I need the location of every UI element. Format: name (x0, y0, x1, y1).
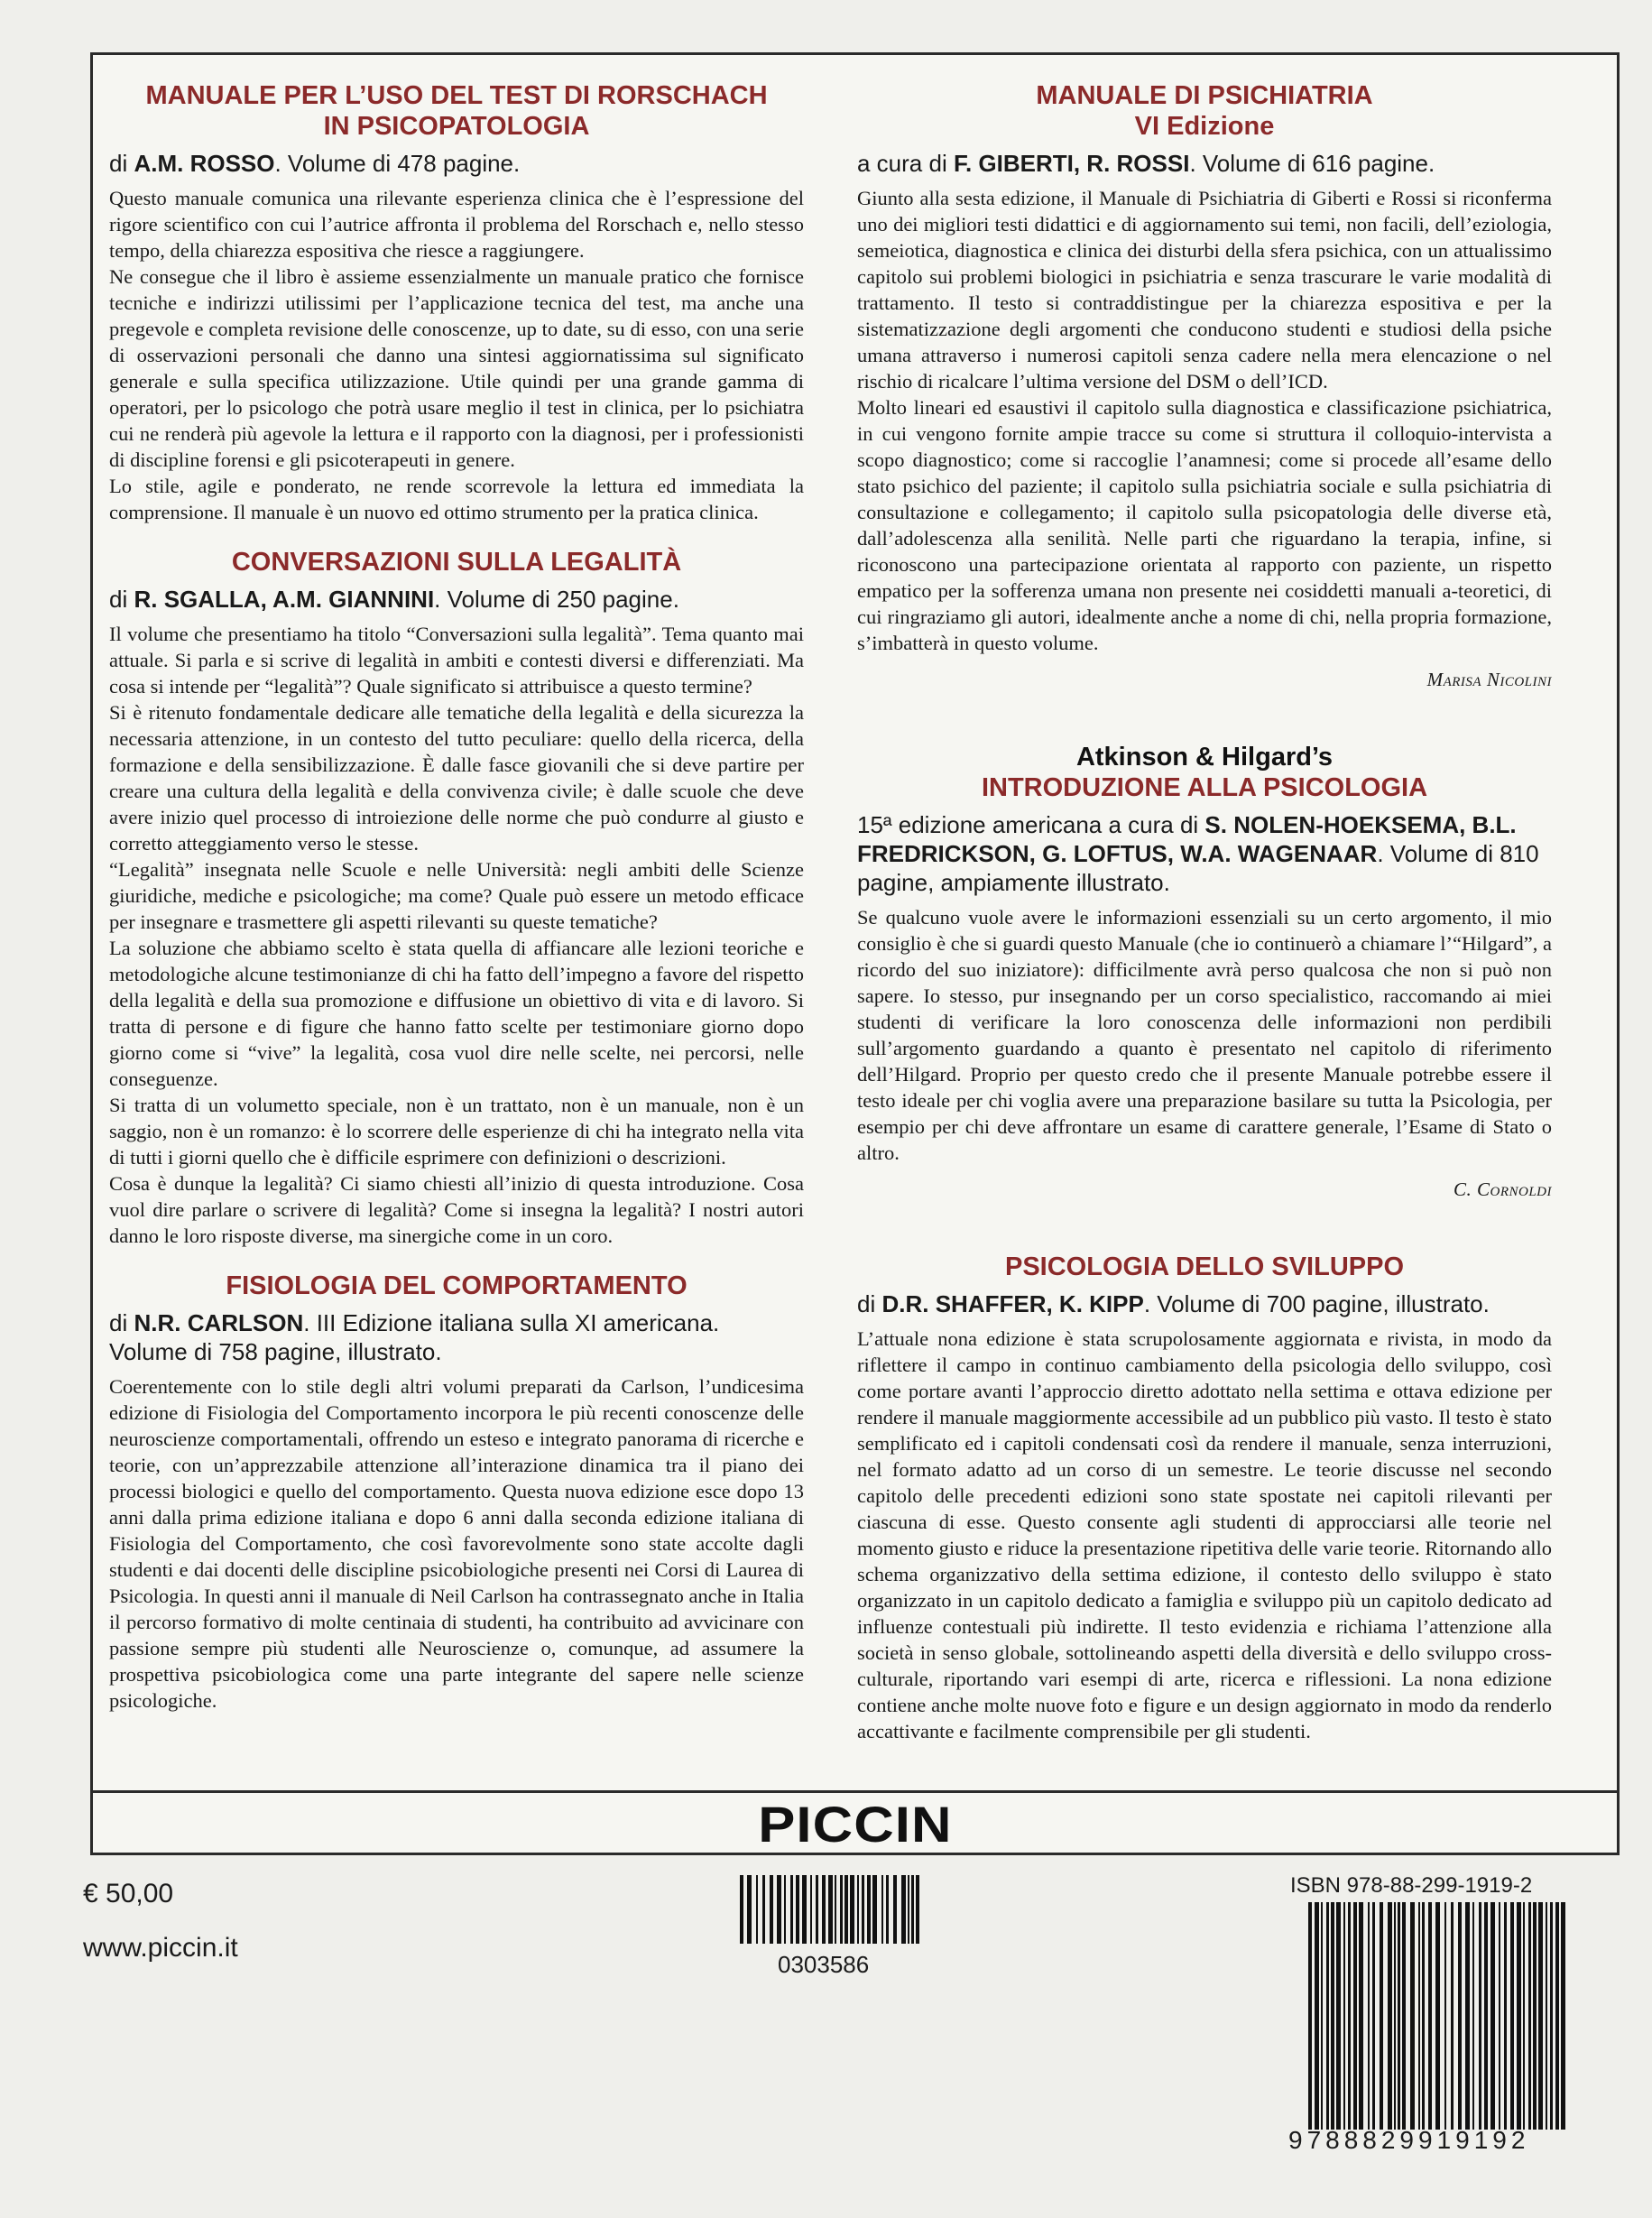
book-title (857, 80, 1552, 142)
book-listing (109, 1271, 804, 1714)
barcode-bar (1533, 1902, 1537, 2130)
book-credit-text: . Volume di 478 pagine. (274, 150, 521, 177)
book-listing (857, 1252, 1552, 1744)
right-column (857, 80, 1552, 1766)
book-credit (857, 149, 1552, 178)
internal-barcode (740, 1875, 920, 1944)
book-credit-text: di (109, 586, 134, 613)
barcode-bar (1546, 1902, 1547, 2130)
barcode-bar (1444, 1902, 1446, 2130)
book-description (109, 1373, 804, 1714)
book-title (857, 742, 1552, 803)
barcode-bar (893, 1875, 897, 1944)
barcode-bar (1517, 1902, 1521, 2130)
book-title-line: CONVERSAZIONI SULLA LEGALITÀ (231, 548, 682, 577)
barcode-bar (1422, 1902, 1425, 2130)
price: € 50,00 (83, 1879, 174, 1908)
description-paragraph: Molto lineari ed esaustivi il capitolo sulla diagnostica e classificazione psichiatrica, in cui vengono fornite ampie tracce su come si struttura il colloquio-intervista a scopo diagnostico; come si raccoglie l’anamnesi; come si procede all’esame dello stato psichico del paziente; il capitolo sulla psichiatria sociale e sulla psichiatria di consultazione e collegamento; il capitolo sulla psicopatologia delle diverse età, dall’adolescenza alla senilità. Nelle parti che riguardano la terapia, infine, si riconoscono una partecipazione orientata al rapporto con paziente, un rispetto empatico per la sofferenza umana non presente nei cosiddetti manuali a-teoretici, di cui ringraziamo gli autori, idealmente anche a nome di chi, nella propria formazione, s’imbatterà in questo volume. (857, 396, 1552, 654)
barcode-bar (1484, 1902, 1488, 2130)
barcode-bar (850, 1875, 854, 1944)
isbn-label: ISBN 978-88-299-1919-2 (1290, 1873, 1533, 1898)
barcode-bar (1561, 1902, 1565, 2130)
book-listing (857, 80, 1552, 691)
description-paragraph: Questo manuale comunica una rilevante esperienza clinica che è l’espressione del rigore scientifico con cui l’autrice affronta il problema del Rorschach e, nello stesso tempo, della chiarezza espositiva che riesce a raggiungere. (109, 187, 804, 262)
book-authors: F. GIBERTI, R. ROSSI (953, 150, 1190, 177)
barcode-bar (1308, 1902, 1312, 2130)
description-paragraph: L’attuale nona edizione è stata scrupolosamente aggiornata e rivista, in modo da riflettere il campo in continuo cambiamento della psicologia dello sviluppo, così come portare avanti l’approccio diretto adottato nella settima e ottava edizione per rendere il manuale maggiormente accessibile ad un pubblico più vasto. Il testo è stato semplificato ed i capitoli condensati così da rendere il manuale, senza interruzioni, nel formato adatto ad un corso di un semestre. Le teorie discusse nel secondo capitolo delle precedenti edizioni sono state spostate nei capitoli rilevanti per ciascuna di esse. Questo consente agli studenti di approcciarsi alle teorie nel momento giusto e riduce la presentazione ripetitiva delle varie teorie. Ritornando allo schema organizzativo della settima edizione, il contesto dello sviluppo è stato organizzato in un capitolo dedicato a famiglia e sviluppo più un capitolo dedicato ad influenze contestuali più indirette. Il testo evidenzia e richiama l’attenzione alla società in senso globale, sottolineando aspetti della diversità e dello sviluppo cross-culturale, riportando vari esempi di arte, ricerca e riflessioni. La nona edizione contiene anche molte nuove foto e figure e un design aggiornato in modo da renderlo accattivante e facilmente comprensibile per gli studenti. (857, 1327, 1552, 1742)
barcode-bar (1472, 1902, 1474, 2130)
book-authors: R. SGALLA, A.M. GIANNINI (134, 586, 435, 613)
barcode-bar (867, 1875, 871, 1944)
barcode-bar (822, 1875, 826, 1944)
book-credit (109, 149, 804, 178)
book-title (857, 1252, 1552, 1282)
barcode-bar (1428, 1902, 1432, 2130)
barcode-bar (872, 1875, 877, 1944)
barcode-bar (1402, 1902, 1406, 2130)
barcode-bar (1336, 1902, 1341, 2130)
barcode-bar (1504, 1902, 1507, 2130)
isbn-barcode (1308, 1902, 1570, 2130)
book-credit (109, 585, 804, 614)
description-paragraph: Il volume che presentiamo ha titolo “Conversazioni sulla legalità”. Tema quanto mai attuale. Si parla e si scrive di legalità in ambiti e contesti diversi e differenziati. Ma cosa si intende per “legalità”? Quale significato si attribuisce a questo termine? (109, 623, 804, 698)
book-credit-text: di (109, 150, 134, 177)
description-paragraph: Si è ritenuto fondamentale dedicare alle tematiche della legalità e della sicurezza la necessaria attenzione, in un contesto del tutto peculiare: quello della ricerca, della formazione e della sensibilizzazione. È dalle fasce giovanili che si deve partire per creare una cultura della legalità e della convivenza civile; è dalle scuole che deve avere inizio quel processo di introiezione delle norme che può condurre al giusto e corretto atteggiamento verso le stesse. (109, 701, 804, 855)
barcode-bar (1458, 1902, 1462, 2130)
book-description (857, 1326, 1552, 1744)
book-credit-text: di (109, 1309, 134, 1336)
book-description (857, 904, 1552, 1166)
book-title-line: MANUALE DI PSICHIATRIA (1036, 81, 1373, 110)
book-credit-text: . Volume di 700 pagine, illustrato. (1143, 1290, 1490, 1317)
book-credit (857, 810, 1552, 897)
description-paragraph: Si tratta di un volumetto speciale, non è un trattato, non è un manuale, non è un saggio, non è un romanzo: è lo scorrere delle esperienze di chi ha integrato nella vita di tutti i giorni quello che è difficile esprimere con definizioni o descrizioni. (109, 1094, 804, 1169)
barcode-bar (802, 1875, 807, 1944)
left-column (109, 80, 804, 1735)
description-paragraph: Lo stile, agile e ponderato, ne rende scorrevole la lettura ed immediata la comprensione. Il manuale è un nuovo ed ottimo strumento per la pratica clinica. (109, 475, 804, 523)
barcode-bar (796, 1875, 799, 1944)
barcode-bar (1372, 1902, 1375, 2130)
barcode-bar (1410, 1902, 1415, 2130)
barcode-bar (756, 1875, 758, 1944)
internal-code: 0303586 (778, 1951, 870, 1978)
publisher-bar (90, 1790, 1620, 1855)
barcode-bar (1388, 1902, 1392, 2130)
book-credit-text: . Volume di 810 pagine, ampiamente illustrato. (857, 840, 1539, 896)
book-title-line: INTRODUZIONE ALLA PSICOLOGIA (981, 773, 1428, 802)
book-title-line: FISIOLOGIA DEL COMPORTAMENTO (226, 1271, 688, 1300)
book-authors: D.R. SHAFFER, K. KIPP (881, 1290, 1144, 1317)
barcode-bar (840, 1875, 843, 1944)
book-title-line: PSICOLOGIA DELLO SVILUPPO (1004, 1252, 1405, 1281)
barcode-bar (901, 1875, 906, 1944)
barcode-bar (916, 1875, 919, 1944)
barcode-bar (810, 1875, 812, 1944)
description-paragraph: Giunto alla sesta edizione, il Manuale di Psichiatria di Giberti e Rossi si riconferma uno dei migliori testi didattici e di aggiornamento sui temi, non facili, dell’eziologia, semeiotica, diagnostica e clinica dei disturbi della sfera psichica, con un attualissimo capitolo sui problemi biologici in psichiatria e senza trascurare le varie modalità di trattamento. Il testo si contraddistingue per la chiarezza espositiva e per la sistematizzazione degli argomenti che conducono studenti e studiosi della psiche umana attraverso i numerosi capitoli senza cadere nella mera elencazione o nel rischio di ricalcare l’ultima versione del DSM o dell’ICD. (857, 187, 1552, 393)
barcode-bar (1538, 1902, 1543, 2130)
book-credit-text: . III Edizione italiana sulla XI americana. Volume di 758 pagine, illustrato. (109, 1309, 720, 1365)
barcode-bar (835, 1875, 836, 1944)
isbn-digits: 9788829919192 (1288, 2126, 1530, 2154)
book-title-line: IN PSICOPATOLOGIA (323, 112, 590, 141)
book-credit-text: 15ª edizione americana a cura di (857, 811, 1205, 838)
barcode-bar (1555, 1902, 1559, 2130)
barcode-bar (1451, 1902, 1454, 2130)
barcode-bar (1479, 1902, 1481, 2130)
book-credit-text: . Volume di 616 pagine. (1189, 150, 1435, 177)
barcode-bar (862, 1875, 864, 1944)
book-authors: N.R. CARLSON (134, 1309, 304, 1336)
description-paragraph: Cosa è dunque la legalità? Ci siamo chiesti all’inizio di questa introduzione. Cosa vuol dire parlare o scrivere di legalità? Come si insegna la legalità? I nostri autori danno le loro risposte diverse, ma sinergiche come in un coro. (109, 1172, 804, 1247)
book-description (109, 621, 804, 1249)
book-credit-text: . Volume di 250 pagine. (434, 586, 679, 613)
book-title (109, 1271, 804, 1301)
barcode-bar (816, 1875, 818, 1944)
barcode-bar (1490, 1902, 1495, 2130)
barcode-bar (770, 1875, 773, 1944)
barcode-bar (828, 1875, 833, 1944)
book-credit-text: a cura di (857, 150, 954, 177)
barcode-bar (1435, 1902, 1440, 2130)
barcode-bar (1321, 1902, 1323, 2130)
barcode-bar (1380, 1902, 1383, 2130)
barcode-bar (1398, 1902, 1400, 2130)
barcode-bar (1528, 1902, 1531, 2130)
back-cover-frame (90, 52, 1620, 1855)
book-title (109, 80, 804, 142)
barcode-bar (886, 1875, 889, 1944)
barcode-bar (762, 1875, 765, 1944)
barcode-bar (784, 1875, 786, 1944)
barcode-bar (1353, 1902, 1357, 2130)
description-paragraph: La soluzione che abbiamo scelto è stata quella di affiancare alle lezioni teoriche e metodologiche alcune testimonianze di chi ha fatto dell’impegno a favore del rispetto della legalità e della sua promozione e diffusione un obiettivo di vita e di lavoro. Si tratta di persone e di figure che hanno fatto scelte per testimoniare giorno dopo giorno come si “vive” la legalità, cosa vuol dire nelle scelte, nei percorsi, nelle conseguenze. (109, 937, 804, 1090)
barcode-bar (740, 1875, 743, 1944)
barcode-bar (844, 1875, 848, 1944)
barcode-bar (881, 1875, 883, 1944)
barcode-bar (1523, 1902, 1525, 2130)
review-signature: C. Cornoldi (1453, 1178, 1552, 1200)
review-signature: Marisa Nicolini (1426, 669, 1552, 690)
barcode-bar (777, 1875, 781, 1944)
barcode-bar (747, 1875, 752, 1944)
book-authors: S. NOLEN-HOEKSEMA, B.L. FREDRICKSON, G. LOFTUS, W.A. WAGENAAR (857, 811, 1517, 867)
description-paragraph: Ne consegue che il libro è assieme essenzialmente un manuale pratico che fornisce tecniche e indirizzi utilissimi per l’applicazione tecnica del test, ma anche una pregevole e completa revisione delle conoscenze, up to date, su di esso, con una serie di osservazioni personali che danno una sintesi aggiornatissima sul significato generale e sulla specifica utilizzazione. Utile quindi per una grande gamma di operatori, per lo psicologo che potrà usare meglio il test in clinica, per lo psichiatra cui ne renderà più agevole la lettura e il rapporto con la diagnosi, per i professionisti di discipline forensi e gli psicoterapeuti in genere. (109, 265, 804, 471)
book-description (109, 185, 804, 525)
barcode-bar (908, 1875, 909, 1944)
book-title-line: VI Edizione (1134, 112, 1275, 141)
book-title-line: MANUALE PER L’USO DEL TEST DI RORSCHACH (145, 81, 768, 110)
barcode-bar (1394, 1902, 1396, 2130)
book-credit (857, 1289, 1552, 1318)
barcode-bar (1368, 1902, 1370, 2130)
barcode-bar (1465, 1902, 1470, 2130)
book-listing (109, 547, 804, 1249)
barcode-bar (911, 1875, 914, 1944)
book-listing (857, 742, 1552, 1201)
barcode-bar (790, 1875, 793, 1944)
barcode-bar (1510, 1902, 1514, 2130)
book-credit (109, 1308, 804, 1366)
barcode-bar (1343, 1902, 1345, 2130)
book-listing (109, 80, 804, 525)
barcode-bar (1348, 1902, 1351, 2130)
barcode-bar (1418, 1902, 1420, 2130)
description-paragraph: Coerentemente con lo stile degli altri volumi preparati da Carlson, l’undicesima edizione di Fisiologia del Comportamento incorpora le più recenti conoscenze delle neuroscienze comportamentali, offrendo un esteso e integrato panorama di ricerche e teorie, con un’apprezzabile attenzione all’interazione dinamica tra il piano dei processi biologici e quello del comportamento. Questa nuova edizione esce dopo 13 anni dalla prima edizione italiana e dopo 6 anni dalla seconda edizione italiana di Fisiologia del Comportamento, che così favorevolmente sono state accolte dagli studenti e dai docenti delle discipline psicobiologiche presenti nei Corsi di Laurea di Psicologia. In questi anni il manuale di Neil Carlson ha contrassegnato anche in Italia il percorso formativo di molte centinaia di studenti, ha contribuito ad avvicinare con passione sempre più studenti alle Neuroscienze o, comunque, ad assumere la prospettiva psicobiologica come una parte integrante del sapere nelle scienze psicologiche. (109, 1375, 804, 1712)
book-title (109, 547, 804, 578)
barcode-bar (857, 1875, 859, 1944)
barcode-bar (1331, 1902, 1334, 2130)
barcode-bar (1315, 1902, 1319, 2130)
barcode-bar (1499, 1902, 1500, 2130)
publisher-logo: PICCIN (757, 1796, 953, 1853)
book-title-prefix: Atkinson & Hilgard’s (1075, 743, 1334, 772)
description-paragraph: Se qualcuno vuole avere le informazioni essenziali su un certo argomento, il mio consiglio è che si guardi questo Manuale (che io continuerò a chiamare l’“Hilgard”, a ricordo del suo iniziatore): difficilmente avrà perso qualcosa che non si può non sapere. Io stesso, pur insegnando per un corso specialistico, raccomando ai miei studenti di verificare la loro conoscenza delle informazioni non perdibili sull’argomento guardando a quanto è presentato nel capitolo di riferimento dell’Hilgard. Proprio per questo credo che il presente Manuale potrebbe essere il testo ideale per chi voglia avere una preparazione basilare su tutta la Psicologia, per esempio per chi deve affrontare un esame di carattere generale, l’Esame di Stato o altro. (857, 906, 1552, 1164)
book-authors: A.M. ROSSO (134, 150, 275, 177)
description-paragraph: “Legalità” insegnata nelle Scuole e nelle Università: negli ambiti delle Scienze giuridiche, mediche e psicologiche; ma come? Quale può essere un metodo efficace per insegnare e trasmettere gli aspetti rilevanti su queste tematiche? (109, 858, 804, 933)
book-description (857, 185, 1552, 656)
website: www.piccin.it (83, 1933, 238, 1963)
barcode-bar (1550, 1902, 1553, 2130)
barcode-bar (1359, 1902, 1363, 2130)
book-credit-text: di (857, 1290, 882, 1317)
barcode-bar (1326, 1902, 1329, 2130)
